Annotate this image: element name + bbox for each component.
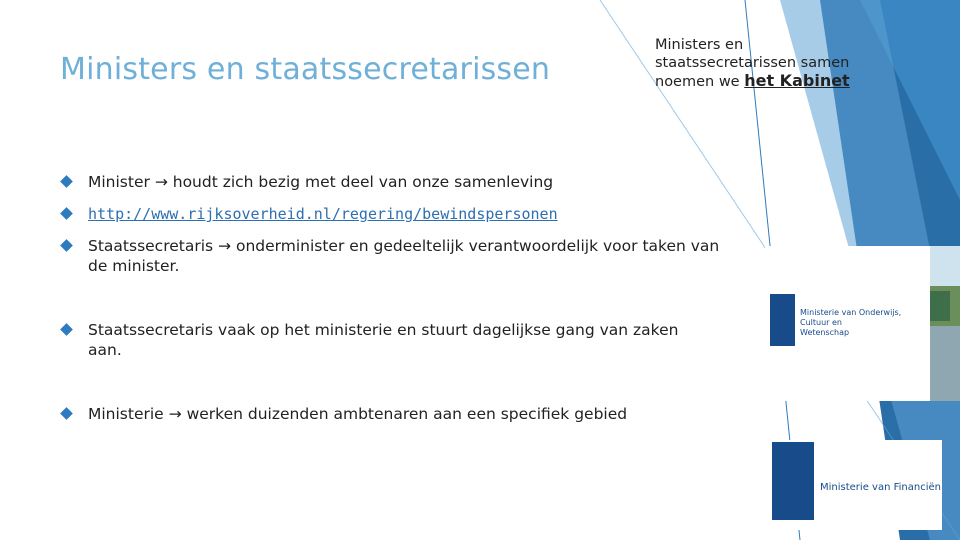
crest-icon [772,442,814,520]
bullet-text: Staatssecretaris vaak op het ministerie en stuurt dagelijkse gang van zaken aan. [88,321,679,359]
financien-logo [772,440,942,530]
note-prefix: noemen we [655,74,745,90]
bullet-item [62,236,742,276]
arrow-right-icon: → [218,237,232,255]
diamond-bullet-icon [60,175,73,188]
ocw-logo [765,246,930,401]
bullet-list [62,172,742,424]
diamond-bullet-icon [60,207,73,220]
bewindspersonen-link[interactable]: http://www.rijksoverheid.nl/regering/bewindspersonen [88,205,558,223]
bullet-text: Staatssecretaris [88,237,219,255]
logo-text: Wetenschap [800,328,850,337]
slide-title: Ministers en staatssecretarissen [60,52,551,87]
bullet-text: werken duizenden ambtenaren aan een specifiek gebied [181,405,628,423]
bullet-text: onderminister en gedeeltelijk verantwoordelijk voor taken van de minister. [88,237,720,275]
bullet-text: Ministerie [88,405,169,423]
bullet-item [62,204,742,224]
crest-icon [770,294,795,346]
logo-text: Ministerie van Onderwijs, Cultuur en [800,308,902,327]
bullet-item [62,172,742,192]
bullet-item [62,404,742,424]
kabinet-note [655,36,885,91]
diamond-bullet-icon [60,323,73,336]
diamond-bullet-icon [60,407,73,420]
arrow-right-icon: → [154,173,168,191]
diamond-bullet-icon [60,239,73,252]
note-line: staatssecretarissen samen [655,55,850,71]
note-line: Ministers en [655,37,744,53]
arrow-right-icon: → [168,405,182,423]
note-line [655,72,885,91]
kabinet-term: het Kabinet [744,71,850,90]
bullet-item [62,320,708,360]
bullet-text: Minister [88,173,155,191]
logo-text: Ministerie van Financiën [820,482,941,493]
bullet-text: houdt zich bezig met deel van onze samenleving [167,173,554,191]
